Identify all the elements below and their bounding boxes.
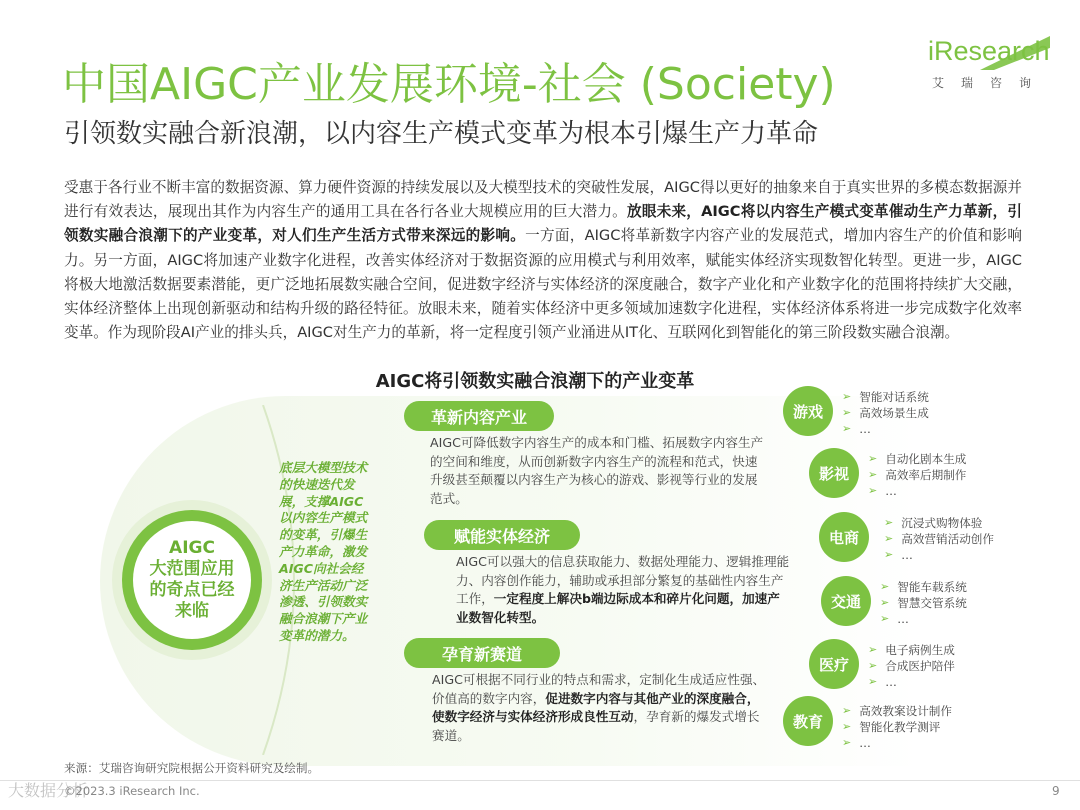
chevron-right-icon: ➢ [884, 516, 894, 529]
page-number: 9 [1052, 784, 1060, 798]
chevron-right-icon: ➢ [842, 736, 852, 749]
section-desc-real-economy: AIGC可以强大的信息获取能力、数据处理能力、逻辑推理能力、内容创作能力，辅助或承担部分繁复的基础性内容生产工作，一定程度上解决b端边际成本和碎片化问题，加速产业数智化转型。 [456, 554, 790, 625]
chevron-right-icon: ➢ [842, 720, 852, 733]
list-item: … [859, 736, 871, 750]
category-items-transport [880, 579, 967, 627]
list-item: 自动化剧本生成 [885, 452, 967, 466]
list-item: … [885, 484, 897, 498]
list-item: 高效场景生成 [859, 406, 929, 420]
list-item: … [897, 612, 909, 626]
list-item: 智慧交管系统 [897, 596, 967, 610]
list-item: … [859, 422, 871, 436]
category-circle-film: 影视 [809, 448, 859, 498]
chevron-right-icon: ➢ [880, 596, 890, 609]
copyright: ©2023.3 iResearch Inc. [64, 784, 200, 798]
chevron-right-icon: ➢ [880, 612, 890, 625]
list-item: 智能对话系统 [859, 390, 929, 404]
intro-paragraph [64, 176, 1022, 345]
chevron-right-icon: ➢ [884, 548, 894, 561]
list-item: 智能化教学测评 [859, 720, 941, 734]
core-circle [133, 521, 251, 639]
list-item: … [901, 548, 913, 562]
watermark: 大数据分析 [8, 781, 89, 800]
intro-part1: 受惠于各行业不断丰富的数据资源、算力硬件资源的持续发展以及大模型技术的突破性发展，AIGC得以更好的抽象来自于真实世界的多模态数据源并进行有效表达，展现出其作为内容生产的通用工具在各行各业大规模应用的巨大潜力。 [64, 179, 1022, 221]
chevron-right-icon: ➢ [842, 406, 852, 419]
list-item: 高效教案设计制作 [859, 704, 952, 718]
category-items-ecommerce [884, 515, 994, 563]
section-label-new-track: 孕育新赛道 [404, 638, 560, 668]
section-desc-content-industry: AIGC可降低数字内容生产的成本和门槛、拓展数字内容生产的空间和维度，从而创新数字内容生产的流程和范式，快速升级甚至颠覆以内容生产为核心的游戏、影视等行业的发展范式。 [430, 435, 764, 506]
chevron-right-icon: ➢ [868, 452, 878, 465]
category-items-games [842, 389, 929, 437]
section-label-real-economy: 赋能实体经济 [424, 520, 580, 550]
list-item: … [885, 675, 897, 689]
category-items-film [868, 451, 966, 499]
category-circle-games: 游戏 [783, 386, 833, 436]
list-item: 高效营销活动创作 [901, 532, 994, 546]
intro-bold: 放眼未来，AIGC将以内容生产模式变革催动生产力革新，引领数实融合浪潮下的产业变革，对人们生产生活方式带来深远的影响。 [64, 203, 1022, 245]
category-circle-education: 教育 [783, 696, 833, 746]
logo-text: iResearch [928, 36, 1050, 66]
chevron-right-icon: ➢ [842, 704, 852, 717]
category-items-medical [868, 642, 955, 690]
core-line: 大范围应用 [149, 559, 235, 579]
logo-cn-text: 艾瑞咨询 [932, 76, 1049, 90]
chevron-right-icon: ➢ [868, 484, 878, 497]
core-text [150, 538, 235, 622]
chevron-right-icon: ➢ [842, 390, 852, 403]
chevron-right-icon: ➢ [868, 675, 878, 688]
intro-part2: 一方面，AIGC将革新数字内容产业的发展范式，增加内容生产的价值和影响力。另一方面，AIGC将加速产业数字化进程，改善实体经济对于数据资源的应用模式与利用效率，赋能实体经济实现数智化转型。更进一步，AIGC将极大地激活数据要素潜能，更广泛地拓展数实融合空间，促进数字经济与实体经济的深度融合，数字产业化和产业数字化的范围将持续扩大交融，实体经济整体上出现创新驱动和结构升级的路径特征。放眼未来，随着实体经济中更多领域加速数字化进程，实体经济体系将进一步完成数字化效率变革。作为现阶段AI产业的排头兵，AIGC对生产力的革新，将一定程度引领产业涌进从IT化、互联网化到智能化的第三阶段数实融合浪潮。 [64, 227, 1022, 342]
source-note: 来源：艾瑞咨询研究院根据公开资料研究及绘制。 [64, 761, 320, 775]
chevron-right-icon: ➢ [868, 643, 878, 656]
core-line: 的奇点已经 [149, 580, 235, 600]
page-title: 中国AIGC产业发展环境-社会 (Society) [62, 59, 836, 110]
list-item: 高效率后期制作 [885, 468, 967, 482]
chevron-right-icon: ➢ [842, 422, 852, 435]
section-label-content-industry: 革新内容产业 [404, 401, 554, 431]
page-subtitle: 引领数实融合新浪潮，以内容生产模式变革为根本引爆生产力革命 [64, 119, 819, 149]
category-circle-medical: 医疗 [809, 639, 859, 689]
footer-divider [0, 780, 1080, 781]
chevron-right-icon: ➢ [880, 580, 890, 593]
list-item: 智能车载系统 [897, 580, 967, 594]
chevron-right-icon: ➢ [868, 659, 878, 672]
category-items-education [842, 703, 952, 751]
category-circle-transport: 交通 [821, 576, 871, 626]
category-circle-ecommerce: 电商 [819, 512, 869, 562]
list-item: 电子病例生成 [885, 643, 955, 657]
side-caption: 底层大模型技术的快速迭代发展，支撑AIGC以内容生产模式的变革，引爆生产力革命，激发AIGC向社会经济生产活动广泛渗透、引领数实融合浪潮下产业变革的潜力。 [279, 460, 368, 643]
list-item: 沉浸式购物体验 [901, 516, 983, 530]
chevron-right-icon: ➢ [868, 468, 878, 481]
section-desc-new-track: AIGC可根据不同行业的特点和需求，定制化生成适应性强、价值高的数字内容，促进数字内容与其他产业的深度融合，使数字经济与实体经济形成良性互动，孕育新的爆发式增长赛道。 [432, 672, 766, 743]
diagram-title: AIGC将引领数实融合浪潮下的产业变革 [375, 371, 695, 392]
core-line: AIGC [169, 538, 215, 558]
core-line: 来临 [175, 601, 209, 621]
iresearch-logo [928, 36, 1052, 96]
chevron-right-icon: ➢ [884, 532, 894, 545]
list-item: 合成医护陪伴 [885, 659, 955, 673]
